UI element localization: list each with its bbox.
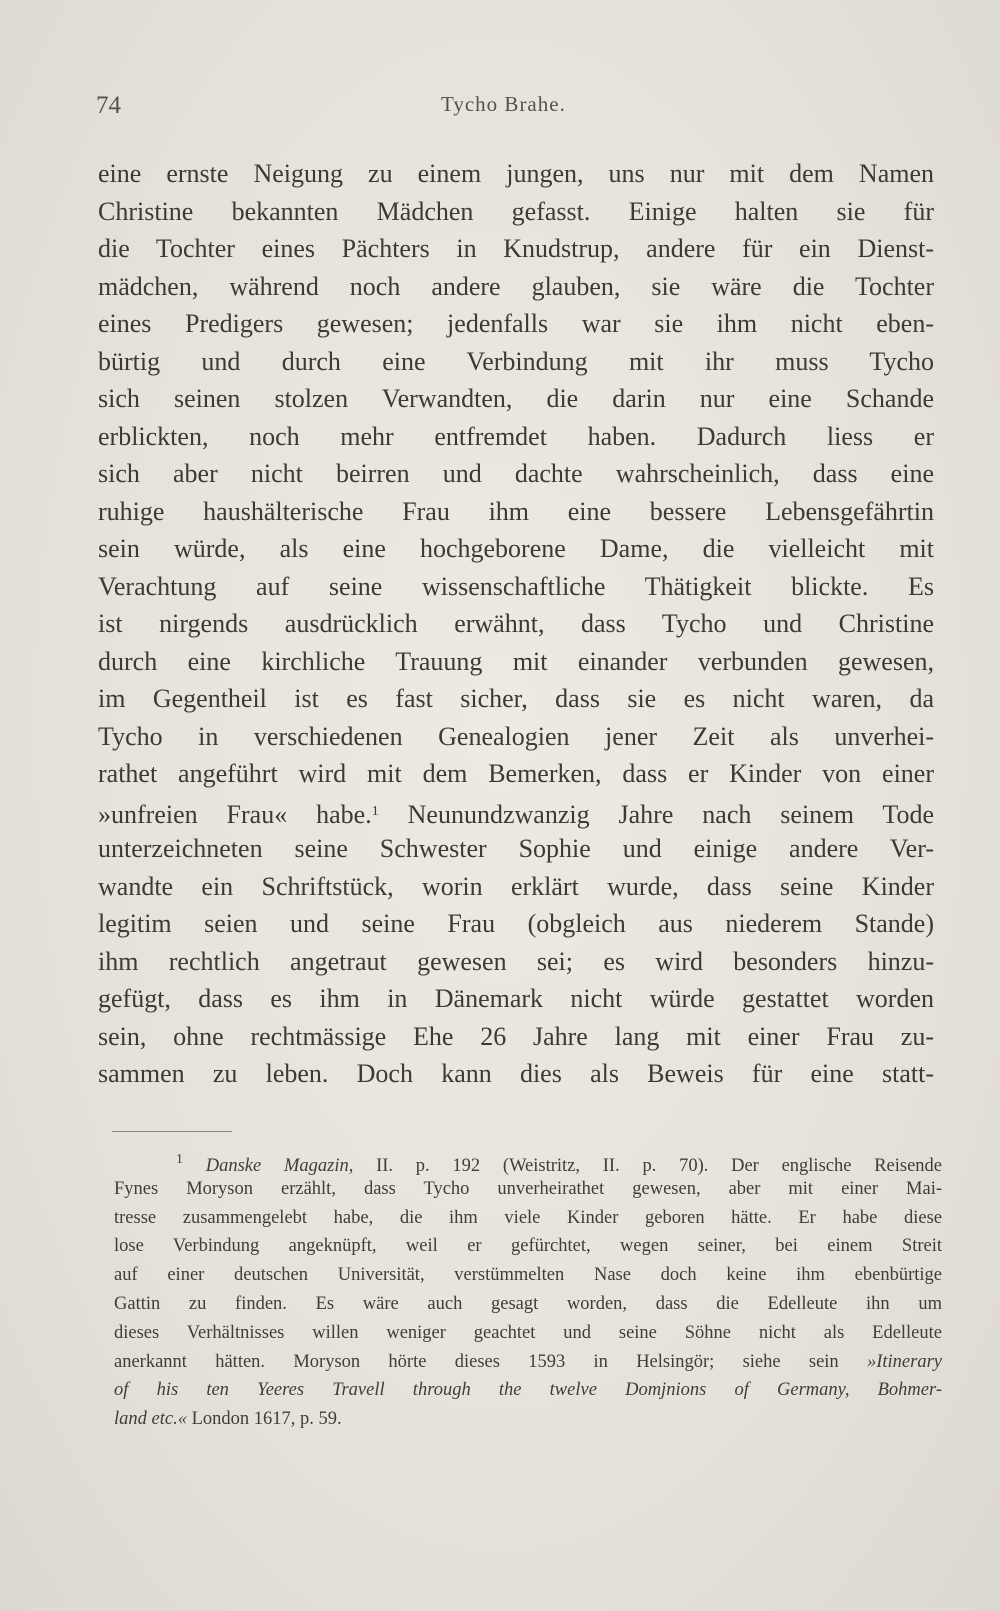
text-line: rathet angeführt wird mit dem Bemerken, dass er Kinder von einer (98, 759, 934, 788)
footnote-divider (112, 1131, 232, 1132)
text-line: sammen zu leben. Doch kann dies als Beweis für eine statt- (98, 1059, 934, 1088)
footnote-line: dieses Verhältnisses willen weniger geachtet und seine Söhne nicht als Edelleute (114, 1322, 942, 1343)
text-line: sich seinen stolzen Verwandten, die darin nur eine Schande (98, 384, 934, 413)
text-line: gefügt, dass es ihm in Dänemark nicht würde gestattet worden (98, 984, 934, 1013)
text-line: sich aber nicht beirren und dachte wahrscheinlich, dass eine (98, 459, 934, 488)
footnote-title: Danske Magazin, (205, 1156, 354, 1176)
footnote-reference: 1 (371, 803, 379, 819)
book-title: land etc.« (114, 1409, 187, 1430)
footnote-line: tresse zusammengelebt habe, die ihm viele Kinder geboren hätte. Er habe diese (114, 1207, 942, 1228)
text-line: ist nirgends ausdrücklich erwähnt, dass Tycho und Christine (98, 609, 934, 638)
text-segment: anerkannt hätten. Moryson hörte dieses 1593 in Helsingör; siehe sein (114, 1351, 867, 1372)
footnote-line: Gattin zu finden. Es wäre auch gesagt worden, dass die Edelleute ihn um (114, 1293, 942, 1314)
text-line: ihm rechtlich angetraut gewesen sei; es wird besonders hinzu- (98, 946, 934, 976)
body-text (98, 155, 934, 1093)
text-line: sein würde, als eine hochgeborene Dame, die vielleicht mit (98, 534, 934, 563)
page-header (96, 88, 936, 122)
text-line: eines Predigers gewesen; jedenfalls war sie ihm nicht eben- (98, 309, 934, 338)
text-segment: »unfreien Frau« habe. (98, 799, 372, 829)
footnote-marker: 1 (176, 1152, 183, 1167)
text-line: bürtig und durch eine Verbindung mit ihr muss Tycho (98, 346, 934, 376)
text-line: erblickten, noch mehr entfremdet haben. Dadurch liess er (98, 421, 934, 451)
running-title: Tycho Brahe. (441, 92, 566, 116)
text-line: Christine bekannten Mädchen gefasst. Einige halten sie für (98, 196, 934, 226)
footnote-line (114, 1348, 942, 1377)
footnote-line: of his ten Yeeres Travell through the twelve Domjnions of Germany, Bohmer- (114, 1380, 942, 1401)
text-line: durch eine kirchliche Trauung mit einander verbunden gewesen, (98, 646, 934, 676)
text-segment: London 1617, p. 59. (186, 1409, 342, 1430)
text-segment: II. p. 192 (Weistritz, II. p. 70). Der englische Reisende (353, 1156, 942, 1176)
footnote-line: Fynes Moryson erzählt, dass Tycho unverheirathet gewesen, aber mit einer Mai- (114, 1178, 942, 1199)
text-line: eine ernste Neigung zu einem jungen, uns nur mit dem Namen (98, 159, 934, 188)
text-line: sein, ohne rechtmässige Ehe 26 Jahre lang mit einer Frau zu- (98, 1021, 934, 1051)
text-line: Tycho in verschiedenen Genealogien jener Zeit als unverhei- (98, 721, 934, 751)
footnote-line: lose Verbindung angeknüpft, weil er gefürchtet, wegen seiner, bei einem Streit (114, 1236, 942, 1257)
footnote-line (114, 1146, 942, 1175)
text-line: die Tochter eines Pächters in Knudstrup, andere für ein Dienst- (98, 234, 934, 263)
text-line: ruhige haushälterische Frau ihm eine bessere Lebensgefährtin (98, 496, 934, 526)
text-line: wandte ein Schriftstück, worin erklärt wurde, dass seine Kinder (98, 871, 934, 901)
text-line-with-footnote-ref (98, 793, 934, 831)
page-number: 74 (96, 92, 121, 119)
footnote (114, 1146, 942, 1434)
text-line: mädchen, während noch andere glauben, sie wäre die Tochter (98, 271, 934, 301)
text-line: Verachtung auf seine wissenschaftliche Thätigkeit blickte. Es (98, 571, 934, 601)
book-title: »Itinerary (866, 1351, 942, 1372)
text-line: legitim seien und seine Frau (obgleich aus niederem Stande) (98, 909, 934, 938)
text-line: im Gegentheil ist es fast sicher, dass sie es nicht waren, da (98, 684, 934, 713)
text-line: unterzeichneten seine Schwester Sophie und einige andere Ver- (98, 834, 934, 863)
footnote-line: auf einer deutschen Universität, verstümmelten Nase doch keine ihm ebenbürtige (114, 1265, 942, 1286)
text-segment: Neunundzwanzig Jahre nach seinem Tode (378, 799, 935, 829)
footnote-line (114, 1405, 942, 1434)
